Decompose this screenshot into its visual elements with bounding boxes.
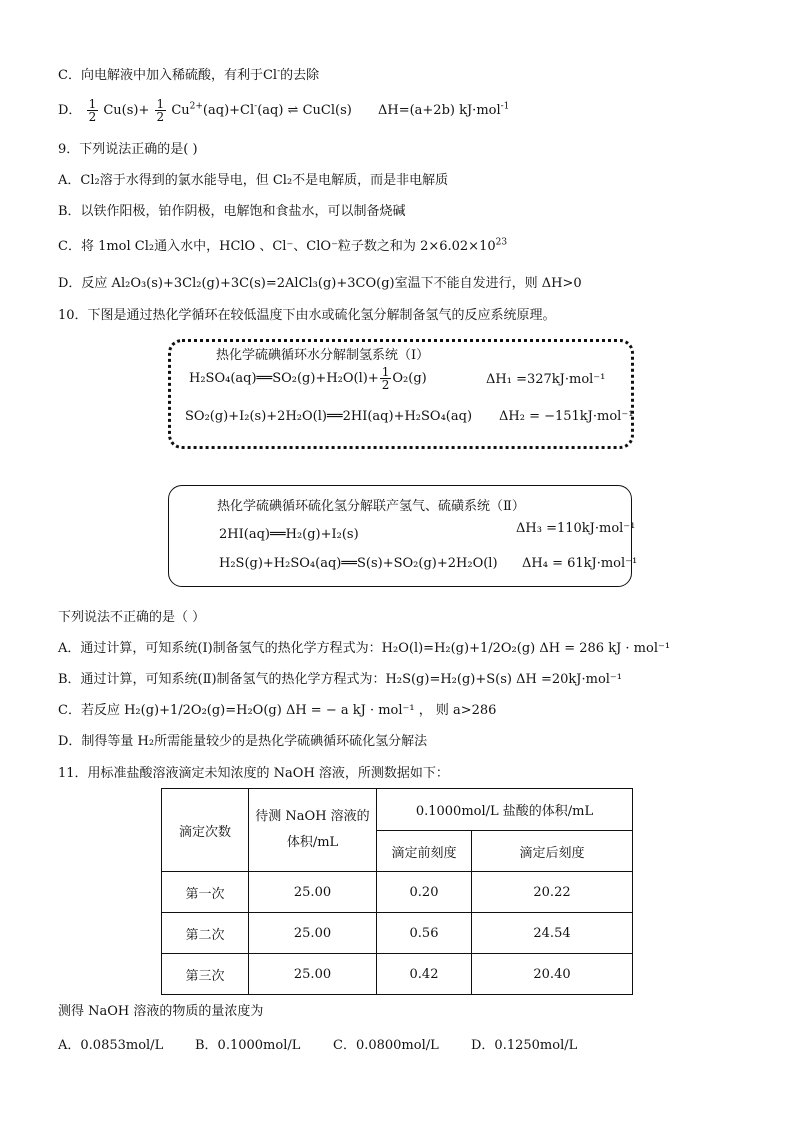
table-row: 第一次 25.00 0.20 20.22	[162, 872, 633, 913]
q9-option-a: A．Cl₂溶于水得到的氯水能导电，但 Cl₂不是电解质，而是非电解质	[58, 173, 449, 188]
q11-stem: 11．用标准盐酸溶液滴定未知浓度的 NaOH 溶液，所测数据如下：	[58, 766, 449, 781]
equilibrium-arrow: ⇌	[287, 103, 299, 118]
delta-h-2: ΔH₂ = −151kJ·mol⁻¹	[499, 409, 634, 424]
delta-h-4: ΔH₄ = 61kJ·mol⁻¹	[522, 556, 638, 571]
q10-option-a: A．通过计算，可知系统(Ⅰ)制备氢气的热化学方程式为：H₂O(l)=H₂(g)+1/2O₂(g) ΔH = 286 kJ · mol⁻¹	[58, 641, 671, 656]
q11-option-c: C．0.0800mol/L	[333, 1038, 439, 1053]
q11-option-a: A．0.0853mol/L	[58, 1038, 164, 1053]
q11-result-stem: 测得 NaOH 溶液的物质的量浓度为	[58, 1004, 264, 1019]
system-one-title: 热化学硫碘循环水分解制氢系统（Ⅰ）	[216, 348, 430, 363]
q10-sub-stem: 下列说法不正确的是（ ）	[58, 610, 206, 625]
q8-option-d: D． $\frac{1}{2}$ Cu(s)+ $\frac{1}{2}$ $Cu^{2+}(aq)+Cl^-(aq)$ ⇌ CuCl(s) ΔH=(a+2b) kJ·mol$^{-1}$	[58, 97, 510, 124]
fraction-half: $\frac{1}{2}$	[88, 97, 97, 124]
titration-table	[161, 788, 633, 995]
table-row: 第二次 25.00 0.56 24.54	[162, 913, 633, 954]
delta-h-1: ΔH₁ =327kJ·mol⁻¹	[486, 372, 606, 387]
delta-h-3: ΔH₃ =110kJ·mol⁻¹	[516, 521, 636, 536]
header-before: 滴定前刻度	[377, 831, 472, 872]
q11-option-b: B．0.1000mol/L	[195, 1038, 301, 1053]
header-volume: 待测 NaOH 溶液的 体积/mL	[249, 789, 377, 872]
table-row: 第三次 25.00 0.42 20.40	[162, 954, 633, 995]
q9-option-c: C．将 1mol Cl₂通入水中，HClO 、Cl⁻、ClO⁻粒子数之和为 $2\times 6.02\times 10^{23}$	[58, 237, 508, 254]
q9-stem: 9．下列说法正确的是( )	[58, 142, 198, 157]
q10-option-d: D．制得等量 H₂所需能量较少的是热化学硫碘循环硫化氢分解法	[58, 734, 428, 749]
system-two-title: 热化学硫碘循环硫化氢分解联产氢气、硫磺系统（Ⅱ）	[217, 499, 525, 514]
q10-option-c: C．若反应 H₂(g)+1/2O₂(g)=H₂O(g) ΔH = − a kJ · mol⁻¹ ， 则 a>286	[58, 703, 497, 718]
equation-1: H₂SO₄(aq)══SO₂(g)+H₂O(l)+ $\frac{1}{2}$ O₂(g)	[189, 365, 427, 392]
fraction-half: $\frac{1}{2}$	[156, 97, 165, 124]
q11-option-d: D．0.1250mol/L	[471, 1038, 578, 1053]
equation-4: H₂S(g)+H₂SO₄(aq)══S(s)+SO₂(g)+2H₂O(l)	[219, 556, 498, 571]
q10-option-b: B．通过计算，可知系统(Ⅱ)制备氢气的热化学方程式为：H₂S(g)=H₂(g)+S(s) ΔH =20kJ·mol⁻¹	[58, 672, 623, 687]
equation-3: 2HI(aq)══H₂(g)+I₂(s)	[219, 527, 359, 542]
q8-option-c: C．向电解液中加入稀硫酸，有利于Cl-的去除	[58, 66, 320, 83]
system-two-box	[168, 485, 638, 587]
equation-2: SO₂(g)+I₂(s)+2H₂O(l)══2HI(aq)+H₂SO₄(aq)	[185, 409, 473, 424]
header-hcl-volume: 0.1000mol/L 盐酸的体积/mL	[377, 789, 633, 831]
q10-stem: 10．下图是通过热化学循环在较低温度下由水或硫化氢分解制备氢气的反应系统原理。	[58, 308, 556, 323]
q9-option-b: B．以铁作阳极，铂作阴极，电解饱和食盐水，可以制备烧碱	[58, 204, 406, 219]
q9-option-d: D．反应 Al₂O₃(s)+3Cl₂(g)+3C(s)=2AlCl₃(g)+3CO(g)室温下不能自发进行，则 ΔH>0	[58, 276, 582, 291]
header-times: 滴定次数	[162, 789, 249, 872]
system-one-box	[168, 339, 634, 449]
header-after: 滴定后刻度	[472, 831, 633, 872]
